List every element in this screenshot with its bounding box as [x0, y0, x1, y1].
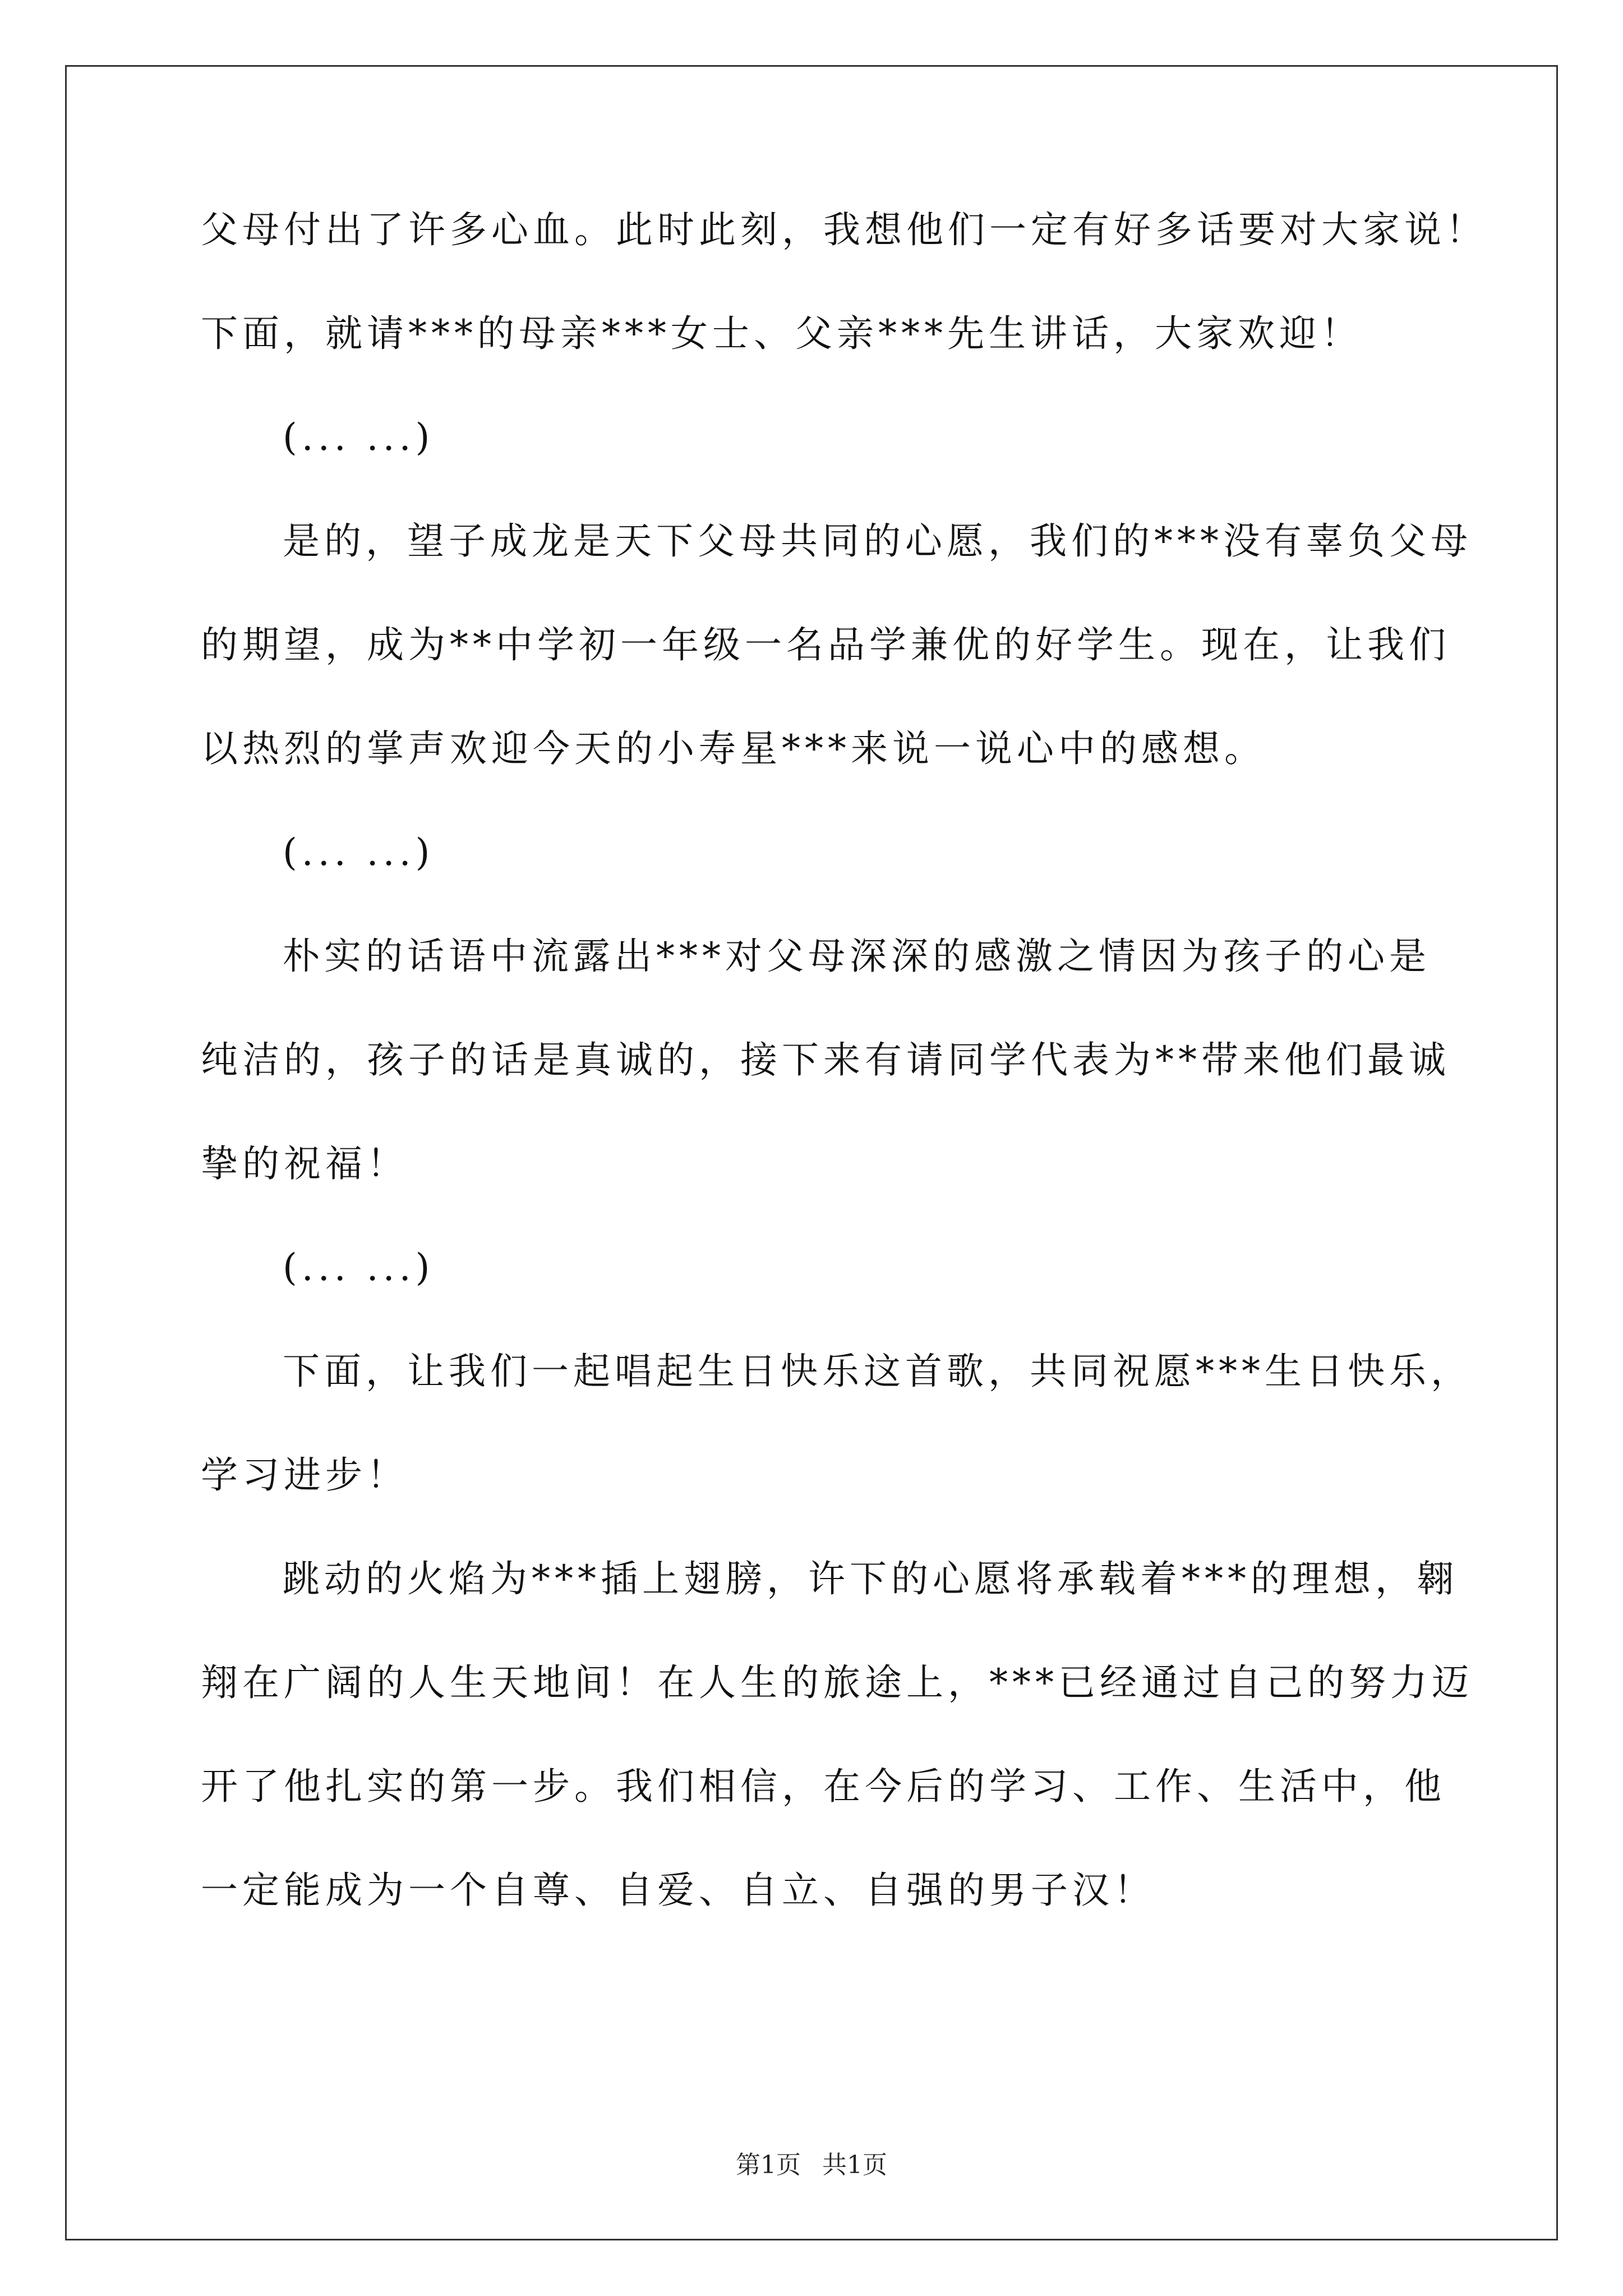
text-line: 一定能成为一个自尊、自爱、自立、自强的男子汉！ — [201, 1869, 1155, 1912]
page-number: 第1页 — [736, 2151, 801, 2179]
text-line: 的期望，成为**中学初一年级一名品学兼优的好学生。现在，让我们 — [201, 623, 1450, 666]
text-line: 纯洁的，孩子的话是真诚的，接下来有请同学代表为**带来他们最诚 — [201, 1038, 1450, 1082]
text-line: 是的，望子成龙是天下父母共同的心愿，我们的***没有辜负父母 — [283, 519, 1472, 563]
text-line: (... ...) — [283, 1246, 435, 1289]
page-count: 共1页 — [822, 2151, 887, 2179]
text-line: 翔在广阔的人生天地间！在人生的旅途上，***已经通过自己的努力迈 — [201, 1661, 1473, 1704]
page-footer — [0, 2148, 1623, 2182]
text-line: 下面，就请***的母亲***女士、父亲***先生讲话，大家欢迎！ — [201, 312, 1362, 355]
text-line: 朴实的话语中流露出***对父母深深的感激之情因为孩子的心是 — [283, 935, 1431, 978]
text-line: 下面，让我们一起唱起生日快乐这首歌，共同祝愿***生日快乐， — [283, 1350, 1472, 1393]
text-line: 父母付出了许多心血。此时此刻，我想他们一定有好多话要对大家说！ — [201, 208, 1487, 251]
text-line: (... ...) — [283, 416, 435, 459]
text-line: 以热烈的掌声欢迎今天的小寿星***来说一说心中的感想。 — [201, 727, 1266, 770]
text-line: 学习进步！ — [201, 1453, 408, 1497]
text-line: 开了他扎实的第一步。我们相信，在今后的学习、工作、生活中，他 — [201, 1765, 1446, 1808]
text-line: (... ...) — [283, 831, 435, 874]
text-line: 跳动的火焰为***插上翅膀，许下的心愿将承载着***的理想，翱 — [283, 1557, 1458, 1600]
text-line: 挚的祝福！ — [201, 1142, 408, 1185]
